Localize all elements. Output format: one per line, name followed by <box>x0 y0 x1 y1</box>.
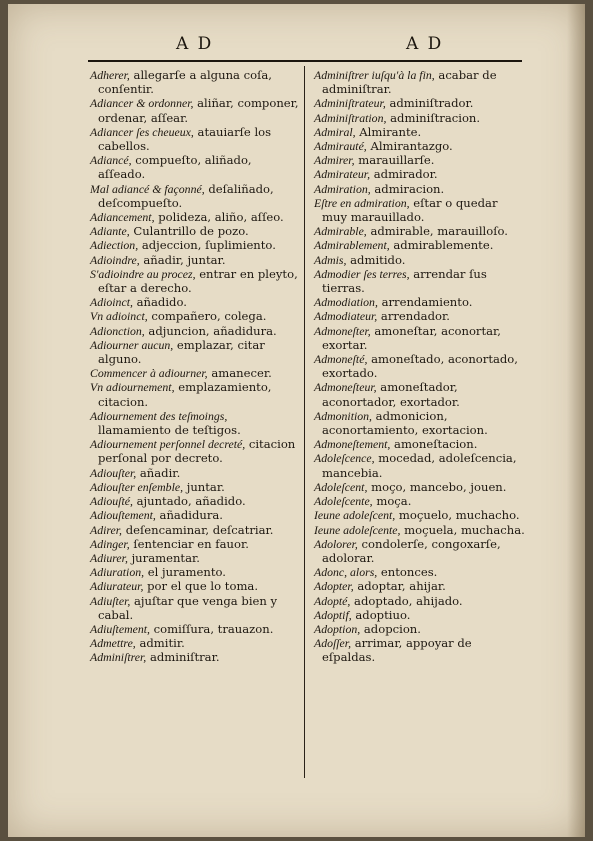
entry-headword: Adiancé, <box>90 153 132 168</box>
entry-headword: Admoneſtement, <box>314 437 391 452</box>
entry-headword: Adiancer & ordonner, <box>90 96 194 111</box>
dictionary-entry <box>314 139 526 153</box>
entry-headword: Admirauté, <box>314 139 367 154</box>
dictionary-entry <box>314 111 526 125</box>
dictionary-entry <box>90 622 300 636</box>
entry-headword: Admiral, <box>314 124 356 139</box>
dictionary-entry <box>90 182 300 210</box>
entry-definition: añadir, juntar. <box>139 252 226 267</box>
entry-definition: adminiſtrador. <box>385 96 474 111</box>
book-page <box>8 4 585 837</box>
dictionary-entry <box>90 466 300 480</box>
entry-definition: arrimar, appoyar de eſpaldas. <box>322 636 472 665</box>
dictionary-entry <box>314 537 526 565</box>
entry-definition: adjeccion, ſuplimiento. <box>138 238 276 253</box>
dictionary-entry <box>90 96 300 124</box>
entry-definition: adoptar, ahijar. <box>353 579 446 594</box>
entry-definition: admitir. <box>135 636 185 651</box>
dictionary-entry <box>314 125 526 139</box>
entry-definition: amanecer. <box>207 366 272 381</box>
entry-headword: Adoleſcent, <box>314 479 368 494</box>
dictionary-entry <box>90 267 300 295</box>
entry-definition: moça. <box>372 494 412 509</box>
dictionary-entry <box>90 295 300 309</box>
dictionary-entry <box>314 608 526 622</box>
entry-headword: Adiuſtement, <box>90 621 150 636</box>
entry-headword: Admodiateur, <box>314 309 378 324</box>
dictionary-entry <box>90 68 300 96</box>
dictionary-entry <box>314 622 526 636</box>
entry-headword: Adiection, <box>90 238 139 253</box>
entry-headword: Admiration, <box>314 181 371 196</box>
entry-definition: amoneſtacion. <box>390 437 478 452</box>
entry-definition: amoneſtar, aconortar, exortar. <box>322 323 501 352</box>
entry-definition: moço, mancebo, jouen. <box>367 479 507 494</box>
dictionary-entry <box>314 196 526 224</box>
entry-definition: adminiſtrar. <box>146 650 220 665</box>
entry-headword: Adioinct, <box>90 295 133 310</box>
entry-definition: emplazar, citar alguno. <box>98 337 265 367</box>
entry-definition: emplazamiento, citacion. <box>98 380 272 409</box>
entry-headword: Admoneſteur, <box>314 380 377 395</box>
entry-definition: atauiarſe los cabellos. <box>98 124 272 154</box>
entry-definition: por el que lo toma. <box>143 579 259 594</box>
entry-definition: compañero, colega. <box>147 309 267 324</box>
dictionary-entry <box>90 338 300 366</box>
entry-definition: admirador. <box>370 167 438 182</box>
entry-headword: Adiurateur, <box>90 579 144 594</box>
entry-definition: deſaliñado, deſcompueſto. <box>98 181 274 210</box>
entry-headword: Admoneſter, <box>314 323 371 338</box>
dictionary-entry <box>314 352 526 380</box>
entry-definition: ſentenciar en fauor. <box>129 536 249 551</box>
running-header <box>8 34 585 56</box>
entry-headword: Admis, <box>314 252 347 267</box>
entry-headword: Admettre, <box>90 636 136 651</box>
dictionary-entry <box>314 451 526 479</box>
dictionary-entry <box>90 565 300 579</box>
dictionary-entry <box>90 153 300 181</box>
entry-definition: añadir. <box>136 465 181 480</box>
dictionary-entry <box>314 324 526 352</box>
entry-definition: moçuela, muchacha. <box>400 522 525 537</box>
dictionary-entry <box>314 96 526 110</box>
dictionary-entry <box>90 494 300 508</box>
entry-headword: Adminiſtrer iuſqu'à la fin, <box>314 68 435 82</box>
entry-definition: juntar. <box>183 479 225 494</box>
entry-headword: Adiouſter, <box>90 465 137 480</box>
dictionary-entry <box>90 380 300 408</box>
entry-definition: arrendar ſus tierras. <box>322 266 487 296</box>
entry-headword: Adminiſtration, <box>314 110 387 125</box>
dictionary-entry <box>90 253 300 267</box>
entry-definition: Culantrillo de pozo. <box>129 224 249 239</box>
entry-headword: Adiancer ſes cheueux, <box>90 124 194 139</box>
entry-headword: Admodier ſes terres, <box>314 266 410 281</box>
entry-headword: Vn adioinct, <box>90 309 148 324</box>
entry-definition: comiſſura, trauazon. <box>149 621 274 636</box>
dictionary-entry <box>314 594 526 608</box>
entry-definition: llamamiento de teſtigos. <box>98 423 241 438</box>
entry-headword: Adolorer, <box>314 536 358 551</box>
dictionary-entry <box>90 224 300 238</box>
entry-headword: Adiuſter, <box>90 593 131 608</box>
header-rule <box>88 60 522 62</box>
dictionary-entry <box>90 551 300 565</box>
dictionary-entry <box>314 238 526 252</box>
left-column <box>90 68 300 665</box>
entry-definition: entrar en pleyto, eſtar a derecho. <box>98 266 298 296</box>
entry-definition: admirablemente. <box>389 238 494 253</box>
entry-definition: ajuſtar que venga bien y cabal. <box>98 593 278 622</box>
right-column <box>314 68 526 665</box>
entry-definition: añadidura. <box>155 508 223 523</box>
entry-headword: Adiourner aucun, <box>90 337 174 352</box>
dictionary-entry <box>90 594 300 622</box>
entry-headword: Adiouſtement, <box>90 508 156 523</box>
entry-headword: Adiancement, <box>90 210 155 225</box>
entry-definition: adoptado, ahijado. <box>350 593 463 608</box>
entry-definition: polideza, aliño, aſſeo. <box>154 210 284 225</box>
dictionary-entry <box>314 253 526 267</box>
dictionary-entry <box>90 366 300 380</box>
entry-definition: Almirante. <box>355 124 422 139</box>
entry-definition: citacion perſonal por decreto. <box>98 437 296 466</box>
entry-headword: Adoptif, <box>314 607 352 622</box>
entry-definition: eſtar o quedar muy marauillado. <box>322 195 498 225</box>
dictionary-entry <box>90 409 300 437</box>
entry-definition: arrendamiento. <box>377 295 473 310</box>
entry-headword: Admoneſté, <box>314 352 368 367</box>
entry-definition: adminiſtracion. <box>386 110 481 125</box>
entry-headword: Adiournement des teſmoings, <box>90 408 228 423</box>
entry-headword: Adoſſer, <box>314 636 352 651</box>
header-left: A D <box>176 34 214 54</box>
entry-headword: Adirer, <box>90 522 123 537</box>
entry-headword: Adoleſcence, <box>314 451 375 466</box>
entry-headword: Adiouſter enſemble, <box>90 479 184 494</box>
entry-headword: Adiournement perſonnel decreté, <box>90 437 246 452</box>
dictionary-entry <box>90 125 300 153</box>
dictionary-entry <box>90 636 300 650</box>
entry-definition: admirable, marauilloſo. <box>366 224 508 239</box>
dictionary-entry <box>314 182 526 196</box>
entry-definition: mocedad, adoleſcencia, mancebia. <box>322 451 517 480</box>
entry-headword: Adherer, <box>90 68 130 82</box>
dictionary-entry <box>314 167 526 181</box>
entry-definition: aliñar, componer, ordenar, aſſear. <box>98 96 299 125</box>
entry-definition: admonicion, aconortamiento, exortacion. <box>322 408 488 438</box>
dictionary-entry <box>314 636 526 664</box>
dictionary-entry <box>314 295 526 309</box>
dictionary-entry <box>90 437 300 465</box>
entry-definition: allegarſe a alguna coſa, conſentir. <box>98 68 272 97</box>
entry-headword: Admirablement, <box>314 238 390 253</box>
dictionary-entry <box>90 210 300 224</box>
entry-definition: añadido. <box>132 295 187 310</box>
dictionary-entry <box>314 437 526 451</box>
entry-headword: Commencer à adiourner, <box>90 366 208 381</box>
column-divider <box>304 66 305 778</box>
entry-headword: Ieune adoleſcent, <box>314 508 396 523</box>
entry-headword: S'adioindre au procez, <box>90 266 196 281</box>
dictionary-entry <box>90 523 300 537</box>
entry-definition: admitido. <box>346 252 406 267</box>
dictionary-entry <box>314 565 526 579</box>
entry-headword: Adioindre, <box>90 252 140 267</box>
entry-definition: amoneſtador, aconortador, exortador. <box>322 380 460 409</box>
entry-headword: Adopté, <box>314 593 351 608</box>
entry-definition: acabar de adminiſtrar. <box>322 68 497 97</box>
entry-definition: condolerſe, congoxarſe, adolorar. <box>322 536 501 565</box>
entry-definition: Almirantazgo. <box>366 139 453 154</box>
entry-headword: Eſtre en admiration, <box>314 195 410 210</box>
dictionary-entry <box>90 324 300 338</box>
dictionary-entry <box>90 537 300 551</box>
dictionary-entry <box>314 480 526 494</box>
dictionary-entry <box>314 309 526 323</box>
dictionary-entry <box>314 267 526 295</box>
dictionary-entry <box>314 380 526 408</box>
entry-headword: Adionction, <box>90 323 145 338</box>
entry-definition: el juramento. <box>144 565 226 580</box>
entry-headword: Admodiation, <box>314 295 378 310</box>
entry-definition: arrendador. <box>377 309 450 324</box>
entry-headword: Adoption, <box>314 621 361 636</box>
entry-definition: marauillarſe. <box>354 153 435 168</box>
dictionary-entry <box>314 409 526 437</box>
entry-headword: Adiurer, <box>90 550 128 565</box>
dictionary-entry <box>314 508 526 522</box>
dictionary-entry <box>314 68 526 96</box>
dictionary-entry <box>90 480 300 494</box>
entry-definition: moçuelo, muchacho. <box>395 508 520 523</box>
entry-headword: Admonition, <box>314 408 372 423</box>
dictionary-entry <box>314 523 526 537</box>
entry-headword: Adminiſtrateur, <box>314 96 386 111</box>
entry-headword: Adminiſtrer, <box>90 650 147 665</box>
entry-headword: Admirateur, <box>314 167 371 182</box>
entry-definition: deſencaminar, deſcatriar. <box>122 522 274 537</box>
dictionary-entry <box>314 579 526 593</box>
entry-definition: amoneſtado, aconortado, exortado. <box>322 352 518 381</box>
dictionary-entry <box>90 508 300 522</box>
entry-headword: Adonc, alors, <box>314 565 378 580</box>
entry-headword: Ieune adoleſcente, <box>314 522 401 537</box>
entry-headword: Adopter, <box>314 579 354 594</box>
entry-headword: Admirer, <box>314 153 355 168</box>
header-right: A D <box>406 34 444 54</box>
entry-definition: entonces. <box>377 565 438 580</box>
dictionary-entry <box>90 238 300 252</box>
entry-definition: adoptiuo. <box>351 607 411 622</box>
entry-headword: Vn adiournement, <box>90 380 175 395</box>
entry-definition: admiracion. <box>370 181 445 196</box>
entry-definition: adopcion. <box>360 621 421 636</box>
entry-headword: Adiante, <box>90 224 130 239</box>
dictionary-entry <box>314 153 526 167</box>
entry-definition: juramentar. <box>127 550 200 565</box>
dictionary-entry <box>314 494 526 508</box>
dictionary-entry <box>90 579 300 593</box>
entry-headword: Mal adiancé & façonné, <box>90 181 205 196</box>
entry-definition: compueſto, aliñado, aſſeado. <box>98 153 252 182</box>
dictionary-entry <box>90 309 300 323</box>
entry-headword: Adoleſcente, <box>314 494 373 509</box>
entry-headword: Adinger, <box>90 536 130 551</box>
entry-definition: adjuncion, añadidura. <box>144 323 277 338</box>
entry-headword: Adiouſté, <box>90 494 133 509</box>
entry-headword: Adiuration, <box>90 565 145 580</box>
entry-headword: Admirable, <box>314 224 367 239</box>
dictionary-entry <box>314 224 526 238</box>
dictionary-entry <box>90 650 300 664</box>
entry-definition: ajuntado, añadido. <box>132 494 246 509</box>
